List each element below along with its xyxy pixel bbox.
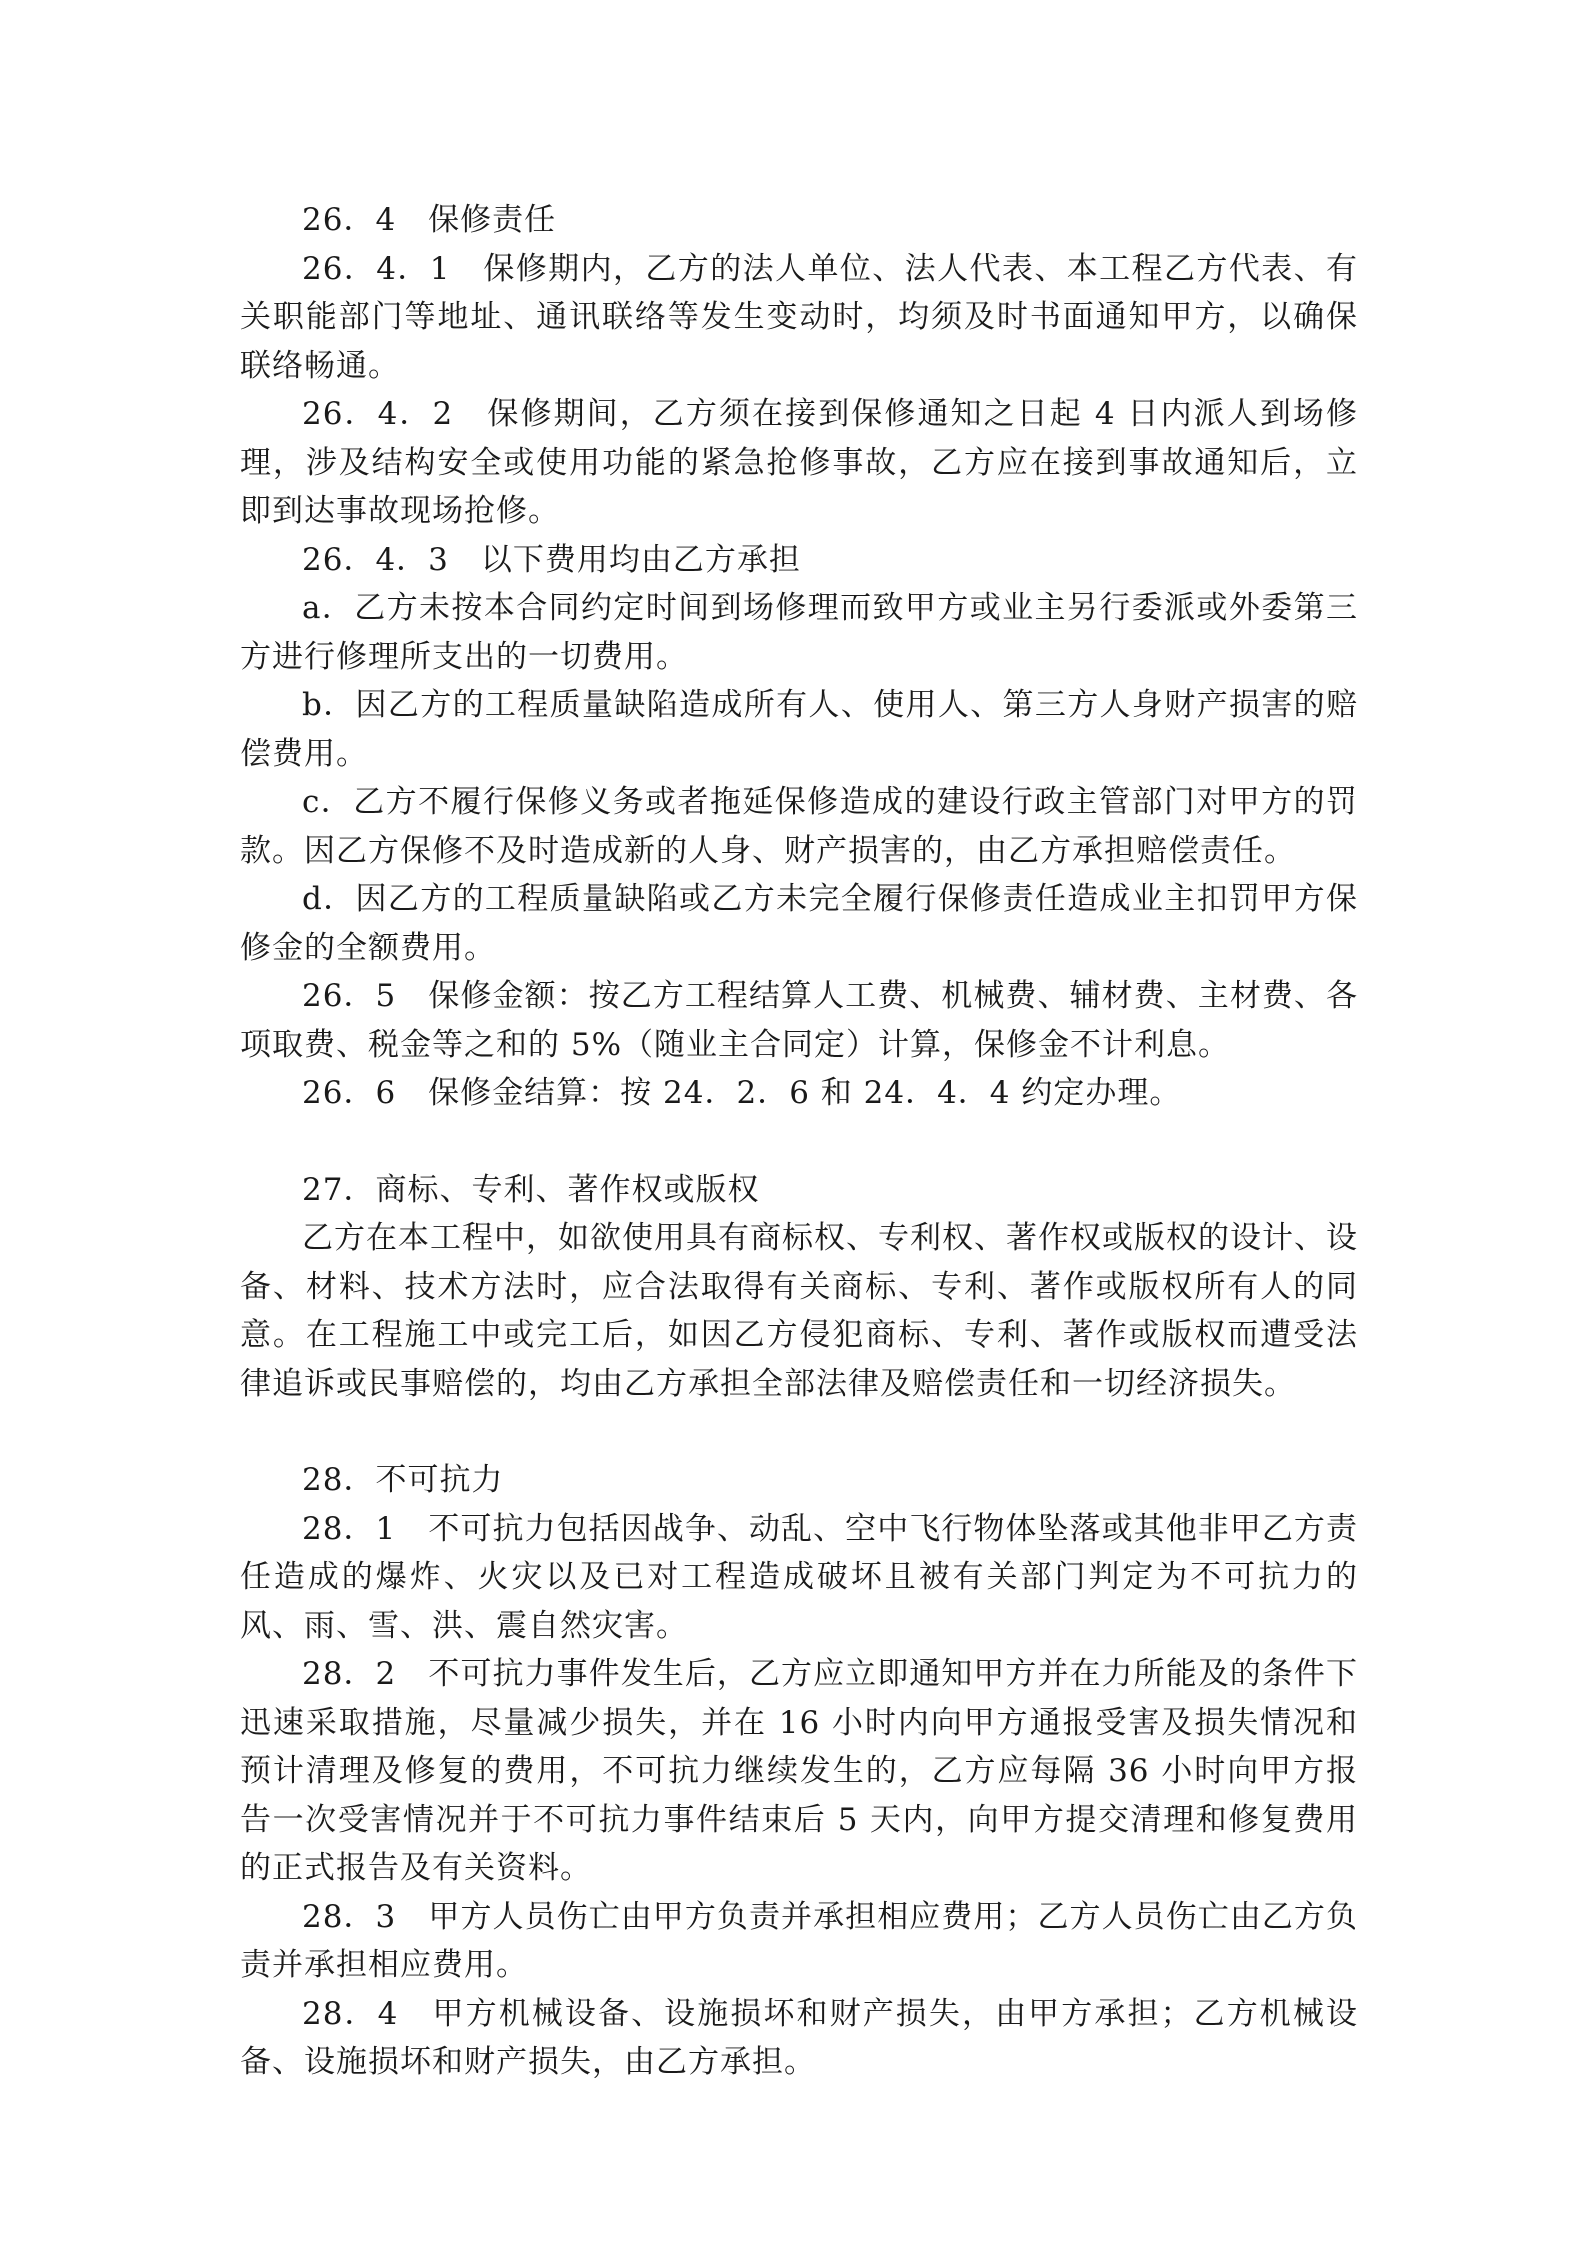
paragraph-26-4-1: 26．4．1 保修期内，乙方的法人单位、法人代表、本工程乙方代表、有关职能部门等地址、通讯联络等发生变动时，均须及时书面通知甲方，以确保联络畅通。 bbox=[240, 250, 1358, 384]
paragraph-26-4-3: 26．4．3 以下费用均由乙方承担 bbox=[302, 541, 801, 578]
list-item-c: c．乙方不履行保修义务或者拖延保修造成的建设行政主管部门对甲方的罚款。因乙方保修不及时造成新的人身、财产损害的，由乙方承担赔偿责任。 bbox=[240, 784, 1358, 869]
list-item-b: b．因乙方的工程质量缺陷造成所有人、使用人、第三方人身财产损害的赔偿费用。 bbox=[240, 687, 1358, 772]
paragraph-26-6: 26．6 保修金结算：按 24．2．6 和 24．4．4 约定办理。 bbox=[302, 1075, 1182, 1111]
paragraph-26-5: 26．5 保修金额：按乙方工程结算人工费、机械费、辅材费、主材费、各项取费、税金等之和的 5%（随业主合同定）计算，保修金不计利息。 bbox=[240, 978, 1358, 1063]
heading-27: 27．商标、专利、著作权或版权 bbox=[302, 1171, 760, 1208]
heading-26-4: 26．4 保修责任 bbox=[302, 202, 557, 238]
section-spacer bbox=[240, 1408, 1358, 1456]
paragraph-28-4: 28．4 甲方机械设备、设施损坏和财产损失，由甲方承担；乙方机械设备、设施损坏和财产损失，由乙方承担。 bbox=[240, 1995, 1358, 2080]
paragraph-28-3: 28．3 甲方人员伤亡由甲方负责并承担相应费用；乙方人员伤亡由乙方负责并承担相应费用。 bbox=[240, 1898, 1358, 1983]
paragraph-27-body: 乙方在本工程中，如欲使用具有商标权、专利权、著作权或版权的设计、设备、材料、技术方法时，应合法取得有关商标、专利、著作或版权所有人的同意。在工程施工中或完工后，如因乙方侵犯商标、专利、著作或版权而遭受法律追诉或民事赔偿的，均由乙方承担全部法律及赔偿责任和一切经济损失。 bbox=[240, 1220, 1358, 1402]
heading-28: 28．不可抗力 bbox=[302, 1462, 504, 1498]
document-page bbox=[240, 196, 1358, 2087]
list-item-a: a．乙方未按本合同约定时间到场修理而致甲方或业主另行委派或外委第三方进行修理所支出的一切费用。 bbox=[240, 590, 1358, 675]
paragraph-26-4-2: 26．4．2 保修期间，乙方须在接到保修通知之日起 4 日内派人到场修理，涉及结构安全或使用功能的紧急抢修事故，乙方应在接到事故通知后，立即到达事故现场抢修。 bbox=[240, 396, 1358, 529]
list-item-d: d．因乙方的工程质量缺陷或乙方未完全履行保修责任造成业主扣罚甲方保修金的全额费用。 bbox=[240, 881, 1358, 966]
paragraph-28-2: 28．2 不可抗力事件发生后，乙方应立即通知甲方并在力所能及的条件下迅速采取措施，尽量减少损失，并在 16 小时内向甲方通报受害及损失情况和预计清理及修复的费用，不可抗力继续发生的，乙方应每隔 36 小时向甲方报告一次受害情况并于不可抗力事件结束后 5 天内，向甲方提交清理和修复费用的正式报告及有关资料。 bbox=[240, 1656, 1358, 1886]
section-spacer bbox=[240, 1118, 1358, 1166]
paragraph-28-1: 28．1 不可抗力包括因战争、动乱、空中飞行物体坠落或其他非甲乙方责任造成的爆炸、火灾以及已对工程造成破坏且被有关部门判定为不可抗力的风、雨、雪、洪、震自然灾害。 bbox=[240, 1510, 1358, 1644]
